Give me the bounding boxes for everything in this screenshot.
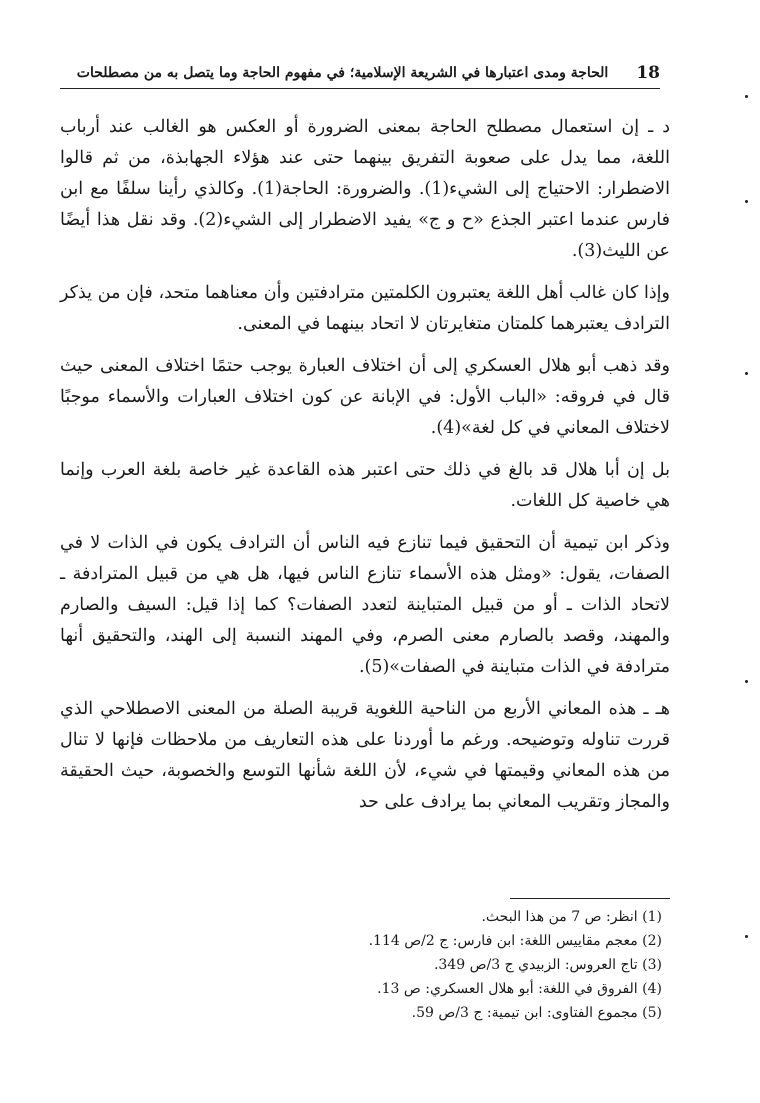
- page-number: 18: [636, 63, 660, 83]
- footnote: (5) مجموع الفتاوى: ابن تيمية: ج 3/ص 59.: [411, 1005, 662, 1021]
- paragraph: د ـ إن استعمال مصطلح الحاجة بمعنى الضرورة أو العكس هو الغالب عند أرباب اللغة، مما يدل على صعوبة التفريق بينهما حتى عند هؤلاء الجهابذة، من ثم قالوا الاضطرار: الاحتياج إلى الشيء(1). والضرورة: الحاجة(1). وكالذي رأينا سلفًا مع ابن فارس عندما اعتبر الجذع «ح و ج» يفيد الاضطرار إلى الشيء(2). وقد نقل هذا أيضًا عن الليث(3).: [60, 117, 671, 261]
- footnote: (2) معجم مقاييس اللغة: ابن فارس: ج 2/ص 114.: [368, 933, 662, 949]
- footnotes: [60, 905, 670, 1025]
- running-title: الحاجة ومدى اعتبارها في الشريعة الإسلامية؛ في مفهوم الحاجة وما يتصل به من مصطلحات: [76, 65, 609, 81]
- scan-speck: [745, 200, 748, 203]
- paragraph: وقد ذهب أبو هلال العسكري إلى أن اختلاف العبارة يوجب حتمًا اختلاف المعنى حيث قال في فروقه: «الباب الأول: في الإبانة عن كون اختلاف العبارات والأسماء موجبًا لاختلاف المعاني في كل لغة»(4).: [60, 356, 670, 438]
- scan-speck: [745, 95, 748, 98]
- footnote: (1) انظر: ص 7 من هذا البحث.: [481, 909, 662, 925]
- footnote: (3) تاج العروس: الزبيدي ج 3/ص 349.: [433, 957, 662, 973]
- scan-speck: [745, 372, 748, 375]
- paragraph: بل إن أبا هلال قد بالغ في ذلك حتى اعتبر هذه القاعدة غير خاصة بلغة العرب وإنما هي خاصية كل اللغات.: [60, 460, 670, 511]
- page-header: [60, 58, 660, 89]
- scan-speck: [745, 680, 748, 683]
- footnote: (4) الفروق في اللغة: أبو هلال العسكري: ص 13.: [377, 981, 662, 997]
- footnote-divider: [510, 898, 670, 899]
- body-text: [60, 112, 670, 829]
- paragraph: وذكر ابن تيمية أن التحقيق فيما تنازع فيه الناس أن الترادف يكون في الذات لا في الصفات، يقول: «ومثل هذه الأسماء تنازع الناس فيها، هل هي من قبيل المترادفة ـ لاتحاد الذات ـ أو من قبيل المتباينة لتعدد الصفات؟ كما إذا قيل: السيف والصارم والمهند، وقصد بالصارم معنى الصرم، وفي المهند النسبة إلى الهند، والتحقيق أنها مترادفة في الذات متباينة في الصفات»(5).: [60, 533, 670, 677]
- paragraph: هـ ـ هذه المعاني الأربع من الناحية اللغوية قريبة الصلة من المعنى الاصطلاحي الذي قررت تناوله وتوضيحه. ورغم ما أوردنا على هذه التعاريف من ملاحظات فإنها لا تنال من هذه المعاني وقيمتها في شيء، لأن اللغة شأنها التوسع والخصوبة، حيث الحقيقة والمجاز وتقريب المعاني بما يرادف على حد: [60, 699, 670, 812]
- scan-speck: [745, 935, 748, 938]
- paragraph: وإذا كان غالب أهل اللغة يعتبرون الكلمتين مترادفتين وأن معناهما متحد، فإن من يذكر الترادف يعتبرهما كلمتان متغايرتان لا اتحاد بينهما في المعنى.: [60, 283, 670, 334]
